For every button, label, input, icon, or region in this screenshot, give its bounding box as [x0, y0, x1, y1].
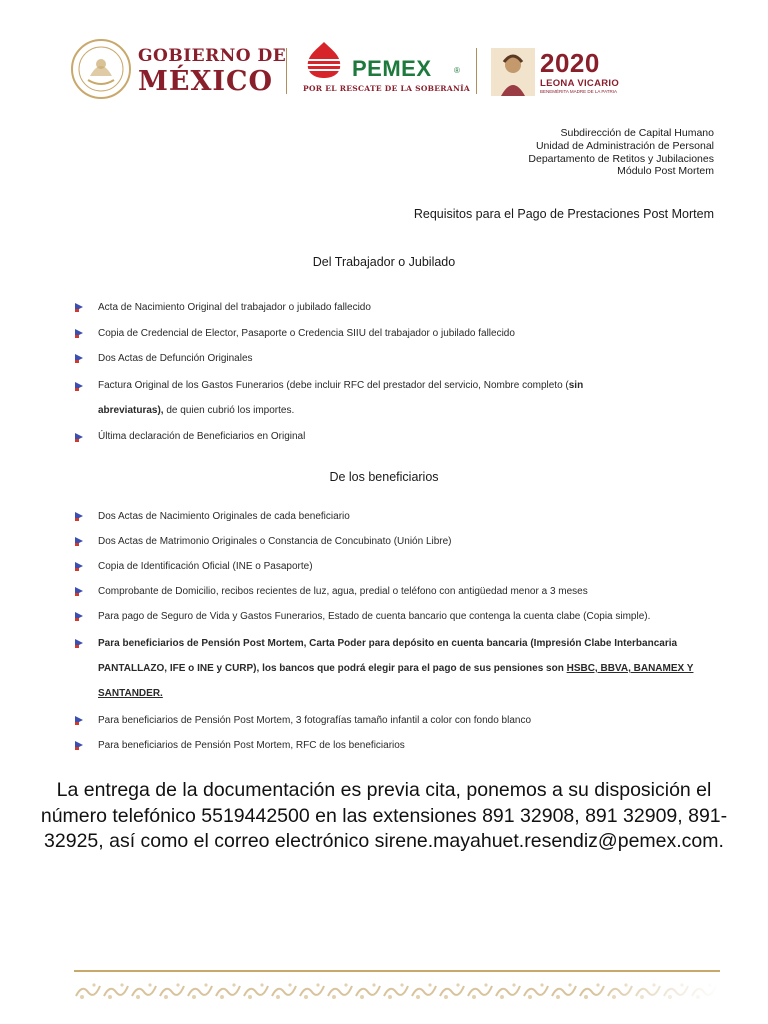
year-2020-name: LEONA VICARIO [540, 78, 620, 89]
arrow-bullet-icon [74, 586, 84, 596]
footer-ornament-band [74, 980, 720, 1002]
arrow-bullet-icon [74, 328, 84, 338]
section-title-worker: Del Trabajador o Jubilado [312, 255, 456, 269]
list-item: Dos Actas de Defunción Originales [74, 349, 724, 375]
pemex-tagline: POR EL RESCATE DE LA SOBERANÍA [303, 84, 471, 93]
list-item: Comprobante de Domicilio, recibos recientes de luz, agua, predial o teléfono con antigüedad menor a 3 meses [74, 582, 724, 607]
arrow-bullet-icon [74, 561, 84, 571]
arrow-bullet-icon [74, 353, 84, 363]
arrow-bullet-icon [74, 611, 84, 621]
pemex-registered-mark: ® [454, 66, 460, 75]
worker-requirements-list [74, 298, 724, 449]
footer-divider [74, 970, 720, 972]
list-item: Para beneficiarios de Pensión Post Mortem, 3 fotografías tamaño infantil a color con fondo blanco [74, 708, 724, 733]
leona-vicario-portrait-icon [491, 48, 535, 96]
pemex-wordmark: PEMEX [352, 56, 432, 81]
gob-line1: GOBIERNO DE [138, 46, 287, 66]
logo-divider [286, 48, 287, 94]
list-item: Última declaración de Beneficiarios en Original [74, 424, 724, 450]
dept-line1: Subdirección de Capital Humano [560, 127, 714, 139]
list-item: Para beneficiarios de Pensión Post Mortem, RFC de los beneficiarios [74, 733, 724, 758]
gob-line2: MÉXICO [138, 66, 274, 97]
header-logos [70, 38, 630, 100]
beneficiary-requirements-list [74, 507, 724, 758]
list-item: Acta de Nacimiento Original del trabajador o jubilado fallecido [74, 298, 724, 324]
arrow-bullet-icon [74, 536, 84, 546]
document-title: Requisitos para el Pago de Prestaciones Post Mortem [413, 207, 714, 221]
arrow-bullet-icon [74, 511, 84, 521]
arrow-bullet-icon [74, 381, 84, 391]
list-item: Para beneficiarios de Pensión Post Mortem, Carta Poder para depósito en cuenta bancaria (Impresión Clabe Interbancaria PANTALLAZO, IFE o INE y CURP), los bancos que podrá elegir para el pago de sus pensiones son HSBC, BBVA, BANAMEX Y SANTANDER. [74, 631, 724, 708]
arrow-bullet-icon [74, 432, 84, 442]
logo-divider [476, 48, 477, 94]
list-item: Factura Original de los Gastos Funerarios (debe incluir RFC del prestador del servicio, Nombre completo (sin abreviaturas), de quien cubrió los importes. [74, 373, 724, 424]
arrow-bullet-icon [74, 740, 84, 750]
list-item: Para pago de Seguro de Vida y Gastos Funerarios, Estado de cuenta bancario que contenga la cuenta clabe (Copia simple). [74, 607, 724, 632]
list-item: Copia de Identificación Oficial (INE o Pasaporte) [74, 557, 724, 582]
year-2020-title: 2020 [540, 48, 600, 78]
list-item: Dos Actas de Matrimonio Originales o Constancia de Concubinato (Unión Libre) [74, 532, 724, 557]
list-item: Dos Actas de Nacimiento Originales de cada beneficiario [74, 507, 724, 532]
arrow-bullet-icon [74, 638, 84, 648]
mexico-seal-icon [70, 38, 132, 100]
section-title-beneficiaries: De los beneficiarios [329, 470, 439, 484]
arrow-bullet-icon [74, 302, 84, 312]
dept-line3: Departamento de Retitos y Jubilaciones [528, 152, 714, 165]
dept-line2: Unidad de Administración de Personal [535, 139, 714, 152]
gobierno-de-mexico-logo [138, 48, 286, 95]
year-2020-subtitle: BENEMÉRITA MADRE DE LA PATRIA [540, 89, 618, 94]
pemex-flame-icon [302, 40, 346, 80]
dept-line4: Módulo Post Mortem [617, 165, 714, 178]
arrow-bullet-icon [74, 715, 84, 725]
list-item: Copia de Credencial de Elector, Pasaporte o Credencia SIIU del trabajador o jubilado fallecido [74, 324, 724, 350]
department-block [528, 127, 714, 178]
appointment-notice: La entrega de la documentación es previa cita, ponemos a su disposición el número telefónico 5519442500 en las extensiones 891 32908, 891 32909, 891-32925, así como el correo electrónico sirene.mayahuet.resendiz@pemex.com. [40, 779, 728, 852]
